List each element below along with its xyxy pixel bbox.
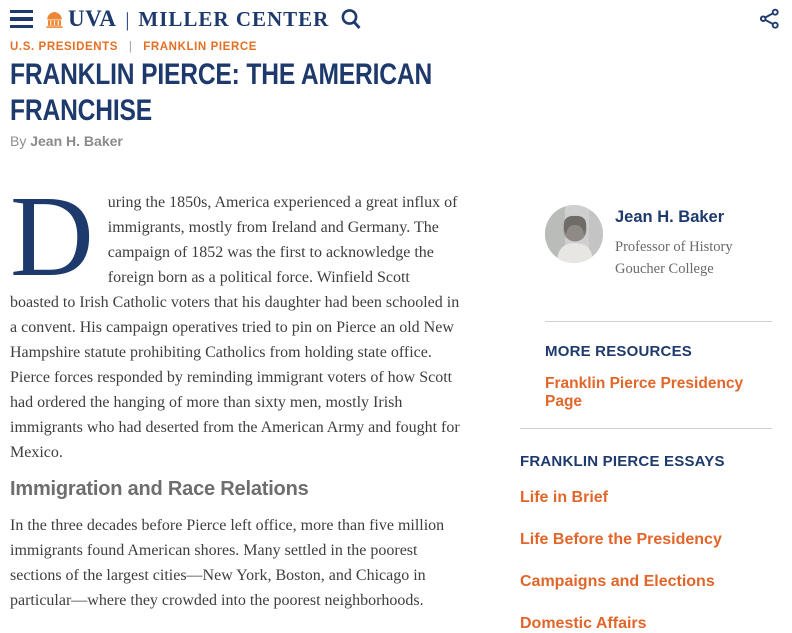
- rotunda-icon: [45, 10, 64, 29]
- miller-center-wordmark: MILLER CENTER: [138, 7, 330, 31]
- author-title-line1: Professor of History: [615, 239, 733, 255]
- article-body: [10, 173, 462, 613]
- essay-link-life-before-the-presidency[interactable]: Life Before the Presidency: [520, 531, 722, 548]
- uva-wordmark: UVA: [68, 6, 117, 31]
- sidebar-divider-1: [545, 321, 772, 322]
- byline-author: Jean H. Baker: [30, 133, 123, 149]
- essay-link-life-in-brief[interactable]: Life in Brief: [520, 489, 609, 506]
- menu-icon[interactable]: [10, 10, 33, 29]
- paragraph-1-text: uring the 1850s, America experienced a great influx of immigrants, mostly from Ireland and Germany. The campaign of 1852 was the first to acknowledge the foreign born as a political force. Winfield Scott boasted to Irish Catholic voters that his daughter had been schooled in a convent. His campaign operatives tried to pin on Pierce an old New Hampshire statute prohibiting Catholics from holding state office. Pierce forces responded by reminding immigrant voters of how Scott had ordered the hanging of more than sixty men, mostly Irish immigrants who had deserted from the American Army and fought for Mexico.: [10, 194, 460, 461]
- search-icon[interactable]: [339, 7, 363, 31]
- author-title: [615, 236, 733, 280]
- breadcrumb-us-presidents[interactable]: U.S. PRESIDENTS: [10, 41, 119, 53]
- breadcrumb-separator: |: [128, 41, 133, 53]
- more-resources-heading: MORE RESOURCES: [545, 343, 692, 360]
- dropcap: D: [10, 173, 94, 301]
- page-title-line2: FRANCHISE: [10, 94, 153, 127]
- essay-link-campaigns-and-elections[interactable]: Campaigns and Elections: [520, 573, 715, 590]
- article-paragraph-2: In the three decades before Pierce left office, more than five million immigrants found American shores. Many settled in the poorest sections of the largest cities—New York, Boston, and Chicago in particular—where they crowded into the poorest neighborhoods.: [10, 517, 445, 609]
- breadcrumb-franklin-pierce[interactable]: FRANKLIN PIERCE: [143, 41, 258, 53]
- author-card: [545, 205, 772, 280]
- uva-miller-center-logo[interactable]: [45, 6, 329, 32]
- byline-prefix: By: [10, 133, 27, 149]
- page-title: [10, 57, 432, 129]
- article-paragraph-1: [10, 173, 462, 465]
- essay-link-domestic-affairs[interactable]: Domestic Affairs: [520, 615, 647, 632]
- breadcrumb: [10, 41, 257, 53]
- sidebar-divider-2: [520, 428, 772, 429]
- essays-heading: FRANKLIN PIERCE ESSAYS: [520, 453, 725, 470]
- sidebar: [520, 0, 772, 633]
- author-avatar[interactable]: [545, 205, 603, 263]
- author-title-line2: Goucher College: [615, 261, 714, 277]
- page-title-line1: FRANKLIN PIERCE: THE AMERICAN: [10, 58, 433, 91]
- byline: [10, 133, 123, 149]
- link-franklin-pierce-presidency-page[interactable]: Franklin Pierce Presidency Page: [545, 375, 744, 410]
- author-info: [615, 205, 733, 280]
- author-name-link[interactable]: Jean H. Baker: [615, 208, 725, 226]
- brand-separator: |: [125, 9, 130, 31]
- section-heading-immigration: Immigration and Race Relations: [10, 478, 309, 500]
